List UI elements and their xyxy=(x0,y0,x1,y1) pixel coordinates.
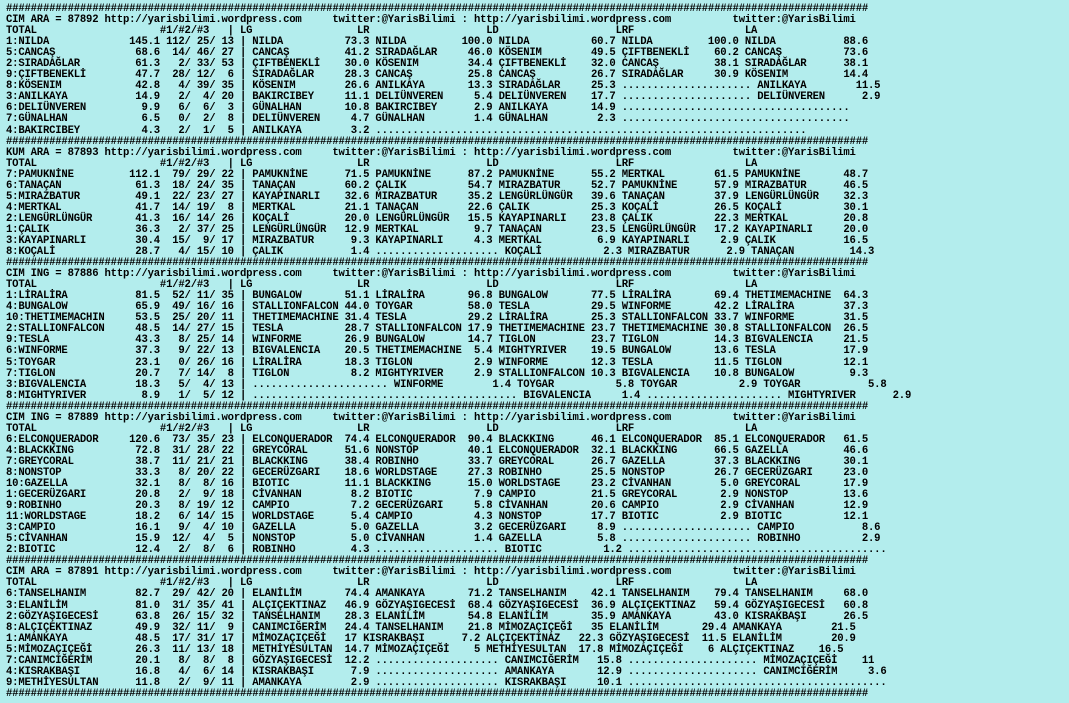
text-line: 10:THETIMEMACHIN 53.5 25/ 20/ 11 | THETIMEMACHINE 31.4 TESLA 29.2 LİRALİRA 25.3 STALLIONFALCON 33.7 WINFORME 31.5 xyxy=(6,312,869,325)
text-line: ############################################################################################################################################ xyxy=(6,400,869,413)
text-line: CIM ING = 87889 http://yarisbilimi.wordpress.com twitter:@YarisBilimi : http://yarisbilimi.wordpress.com twitter:@YarisBilimi xyxy=(6,411,856,424)
text-line: 6:TANAÇAN 61.3 18/ 24/ 35 | TANAÇAN 60.2 ÇALIK 54.7 MIRAZBATUR 52.7 PAMUKNİNE 57.9 MIRAZBATUR 46.5 xyxy=(6,179,869,192)
text-line: 7:TIGLON 20.7 7/ 14/ 8 | TIGLON 8.2 MIGHTYRIVER 2.9 STALLIONFALCON 10.3 BIGVALENCIA 10.8 BUNGALOW 9.3 xyxy=(6,367,869,380)
text-line: 2:LENGÜRLÜNGÜR 41.3 16/ 14/ 26 | KOÇALİ 20.0 LENGÜRLÜNGÜR 15.5 KAYAPINARLI 23.8 ÇALIK 22.3 MERTKAL 20.8 xyxy=(6,212,869,225)
text-line: TOTAL #1/#2/#3 | LG LR LD LRF LA xyxy=(6,25,758,38)
text-line: ############################################################################################################################################ xyxy=(6,3,869,15)
text-line: 2:GÖZYAŞIGECESİ 63.8 26/ 15/ 32 | TANSELHANIM 28.3 ELANİLİM 54.8 ELANİLİM 35.9 AMANKAYA 43.0 KISRAKBAŞI 26.5 xyxy=(6,610,869,623)
text-line: TOTAL #1/#2/#3 | LG LR LD LRF LA xyxy=(6,157,758,170)
text-line: 1:NILDA 145.1 112/ 25/ 13 | NILDA 73.3 NILDA 100.0 NILDA 60.7 NILDA 100.0 NILDA 88.6 xyxy=(6,36,869,49)
text-line: 2:SIRADAĞLAR 61.3 2/ 33/ 53 | ÇIFTBENEKLİ 30.0 KÖSENIM 34.4 ÇIFTBENEKLİ 32.0 CANCAŞ 38.1 SIRADAĞLAR 38.1 xyxy=(6,58,869,71)
text-line: 8:NONSTOP 33.3 8/ 20/ 22 | GECERÜZGARI 18.6 WORLDSTAGE 27.3 ROBINHO 25.5 NONSTOP 26.7 GECERÜZGARI 23.0 xyxy=(6,466,869,479)
text-line: 6:DELIÜNVEREN 9.9 6/ 6/ 3 | GÜNALHAN 10.8 BAKIRCIBEY 2.9 ANILKAYA 14.9 ..................................... xyxy=(6,102,850,115)
text-line: 10:GAZELLA 32.1 8/ 8/ 16 | BIOTIC 11.1 BLACKKING 15.0 WORLDSTAGE 23.2 CİVANHAN 5.0 GREYCORAL 17.9 xyxy=(6,478,869,491)
text-line: TOTAL #1/#2/#3 | LG LR LD LRF LA xyxy=(6,422,758,435)
text-line: 2:STALLIONFALCON 48.5 14/ 27/ 15 | TESLA 28.7 STALLIONFALCON 17.9 THETIMEMACHINE 23.7 THETIMEMACHINE 30.8 STALLIONFALCON 26.5 xyxy=(6,323,869,336)
text-line: 8:ALÇIÇEKTINAZ 49.9 32/ 11/ 9 | CANIMCIĞERİM 24.4 TANSELHANIM 21.8 MİMOZAÇIÇEĞİ 35 ELANİLİM 29.4 AMANKAYA 21.5 xyxy=(6,621,856,634)
text-line: 7:CANIMCIĞERİM 20.1 8/ 8/ 8 | GÖZYAŞIGECESİ 12.2 .................... CANIMCIĞERİM 15.8 ..................... MİMOZAÇIÇEĞİ 11 xyxy=(6,654,875,667)
text-line: 5:TOYGAR 23.1 0/ 26/ 16 | LİRALİRA 18.3 TIGLON 2.9 WINFORME 12.3 TESLA 11.5 TIGLON 12.1 xyxy=(6,356,869,369)
text-line: ############################################################################################################################################ xyxy=(6,555,869,568)
text-line: ############################################################################################################################################ xyxy=(6,687,869,700)
text-line: 3:KAYAPINARLI 30.4 15/ 9/ 17 | MIRAZBATUR 9.3 KAYAPINARLI 4.3 MERTKAL 6.9 KAYAPINARLI 2.9 ÇALIK 16.5 xyxy=(6,234,869,247)
text-line: TOTAL #1/#2/#3 | LG LR LD LRF LA xyxy=(6,577,758,590)
text-line: 1:LİRALİRA 81.5 52/ 11/ 35 | BUNGALOW 51.1 LİRALİRA 96.8 BUNGALOW 77.5 LİRALİRA 69.4 THETIMEMACHINE 64.3 xyxy=(6,290,869,303)
text-line: 4:KISRAKBAŞI 16.8 4/ 6/ 14 | KISRAKBAŞI 7.9 .................... AMANKAYA 12.9 ..................... CANIMCIĞERİM 3.6 xyxy=(6,665,887,678)
text-line: 4:BUNGALOW 65.9 49/ 16/ 16 | STALLIONFALCON 44.0 TOYGAR 58.0 TESLA 29.5 WINFORME 42.2 LİRALİRA 37.3 xyxy=(6,301,869,314)
text-line: 3:CAMPIO 16.1 9/ 4/ 10 | GAZELLA 5.0 GAZELLA 3.2 GECERÜZGARI 8.9 ..................... CAMPIO 8.6 xyxy=(6,522,881,535)
text-line: 7:PAMUKNİNE 112.1 79/ 29/ 22 | PAMUKNİNE 71.5 PAMUKNİNE 87.2 PAMUKNİNE 55.2 MERTKAL 61.5 PAMUKNİNE 48.7 xyxy=(6,168,869,181)
text-line: 7:GREYCORAL 38.7 11/ 21/ 21 | BLACKKING 38.4 ROBINHO 33.7 GREYCORAL 26.7 GAZELLA 37.3 BLACKKING 30.1 xyxy=(6,455,869,468)
text-line: 3:BIGVALENCIA 18.3 5/ 4/ 13 | ...................... WINFORME 1.4 TOYGAR 5.8 TOYGAR 2.9 TOYGAR 5.8 xyxy=(6,378,887,391)
text-line: CIM ING = 87886 http://yarisbilimi.wordpress.com twitter:@YarisBilimi : http://yarisbilimi.wordpress.com twitter:@YarisBilimi xyxy=(6,268,856,281)
text-line: 5:MİMOZAÇIÇEĞİ 26.3 11/ 13/ 18 | METHİYESULTAN 14.7 MİMOZAÇIÇEĞİ 5 METHİYESULTAN 17.8 MİMOZAÇIÇEĞİ 6 ALÇIÇEKTINAZ 16.5 xyxy=(6,643,844,656)
text-line: 7:GÜNALHAN 6.5 0/ 2/ 8 | DELIÜNVEREN 4.7 GÜNALHAN 1.4 GÜNALHAN 2.3 ..................................... xyxy=(6,113,850,126)
text-line: 9:TESLA 43.3 8/ 25/ 14 | WINFORME 26.9 BUNGALOW 14.7 TIGLON 23.7 TIGLON 14.3 BIGVALENCIA 21.5 xyxy=(6,334,869,347)
text-line: 9:METHİYESULTAN 11.8 2/ 9/ 11 | AMANKAYA 2.9 .................... KISRAKBAŞI 10.1 .......................................... xyxy=(6,676,887,689)
text-line: CIM ARA = 87892 http://yarisbilimi.wordpress.com twitter:@YarisBilimi : http://yarisbilimi.wordpress.com twitter:@YarisBilimi xyxy=(6,14,856,27)
text-line: 4:MERTKAL 41.7 14/ 19/ 8 | MERTKAL 21.1 TANAÇAN 22.6 ÇALIK 25.3 KOÇALİ 26.5 KOÇALİ 30.1 xyxy=(6,201,869,214)
text-line: 5:CANCAŞ 68.6 14/ 46/ 27 | CANCAŞ 41.2 SIRADAĞLAR 46.0 KÖSENIM 49.5 ÇIFTBENEKLİ 60.2 CANCAŞ 73.6 xyxy=(6,47,869,60)
text-line: TOTAL #1/#2/#3 | LG LR LD LRF LA xyxy=(6,279,758,292)
text-line: 4:BAKIRCIBEY 4.3 2/ 1/ 5 | ANILKAYA 3.2 ...................................................................... xyxy=(6,124,807,137)
text-line: 1:GECERÜZGARI 20.8 2/ 9/ 18 | CİVANHAN 8.2 BIOTIC 7.9 CAMPIO 21.5 GREYCORAL 2.9 NONSTOP 13.6 xyxy=(6,489,869,502)
text-line: 2:BIOTIC 12.4 2/ 8/ 6 | ROBINHO 4.3 .................... BIOTIC 1.2 .......................................... xyxy=(6,544,887,557)
text-line: 9:ÇIFTBENEKLİ 47.7 28/ 12/ 6 | SIRADAĞLAR 28.3 CANCAŞ 25.8 CANCAŞ 26.7 SIRADAĞLAR 30.9 KÖSENIM 14.4 xyxy=(6,69,869,82)
text-line: 8:KÖSENIM 42.8 4/ 39/ 35 | KÖSENIM 26.6 ANILKAYA 13.3 SIRADAĞLAR 25.3 ..................... ANILKAYA 11.5 xyxy=(6,80,881,93)
text-line: 11:WORLDSTAGE 18.2 6/ 14/ 15 | WORLDSTAGE 5.4 CAMPIO 4.3 NONSTOP 17.7 BIOTIC 2.9 BIOTIC 12.1 xyxy=(6,511,869,524)
text-line: KUM ARA = 87893 http://yarisbilimi.wordpress.com twitter:@YarisBilimi : http://yarisbilimi.wordpress.com twitter:@YarisBilimi xyxy=(6,146,856,159)
text-line: CIM ARA = 87891 http://yarisbilimi.wordpress.com twitter:@YarisBilimi : http://yarisbilimi.wordpress.com twitter:@YarisBilimi xyxy=(6,566,856,579)
text-line: 9:ROBINHO 20.3 8/ 19/ 12 | CAMPIO 7.2 GECERÜZGARI 5.8 CİVANHAN 20.6 CAMPIO 2.9 CİVANHAN 12.9 xyxy=(6,500,869,513)
text-line: ############################################################################################################################################ xyxy=(6,257,869,270)
text-line: 5:CİVANHAN 15.9 12/ 4/ 5 | NONSTOP 5.0 CİVANHAN 1.4 GAZELLA 5.8 ..................... ROBINHO 2.9 xyxy=(6,533,881,546)
text-line: 6:WINFORME 37.3 9/ 22/ 13 | BIGVALENCIA 20.5 THETIMEMACHINE 5.4 MIGHTYRIVER 19.5 BUNGALOW 13.6 TESLA 17.9 xyxy=(6,345,869,358)
text-line: 8:MIGHTYRIVER 8.9 1/ 5/ 12 | ........................................... BIGVALENCIA 1.4 ...................... MIGHTYRIVER 2.9 xyxy=(6,389,912,402)
text-line: 6:TANSELHANIM 82.7 29/ 42/ 20 | ELANİLİM 74.4 AMANKAYA 71.2 TANSELHANIM 42.1 TANSELHANIM 79.4 TANSELHANIM 68.0 xyxy=(6,588,869,601)
text-line: ############################################################################################################################################ xyxy=(6,135,869,148)
text-line: 4:BLACKKING 72.8 31/ 28/ 22 | GREYCORAL 51.6 NONSTOP 40.1 ELCONQUERADOR 32.1 BLACKKING 66.5 GAZELLA 46.6 xyxy=(6,444,869,457)
text-line: 1:ÇALIK 36.3 2/ 37/ 25 | LENGÜRLÜNGÜR 12.9 MERTKAL 9.7 TANAÇAN 23.5 LENGÜRLÜNGÜR 17.2 KAYAPINARLI 20.0 xyxy=(6,223,869,236)
text-line: 6:ELCONQUERADOR 120.6 73/ 35/ 23 | ELCONQUERADOR 74.4 ELCONQUERADOR 90.4 BLACKKING 46.1 ELCONQUERADOR 85.1 ELCONQUERADOR 61.5 xyxy=(6,433,869,446)
text-line: 3:ELANİLİM 81.0 31/ 35/ 41 | ALÇIÇEKTINAZ 46.9 GÖZYAŞIGECESİ 68.4 GÖZYAŞIGECESİ 36.9 ALÇIÇEKTINAZ 59.4 GÖZYAŞIGECESİ 60.8 xyxy=(6,599,869,612)
text-line: 1:AMANKAYA 48.5 17/ 31/ 17 | MİMOZAÇIÇEĞİ 17 KISRAKBAŞI 7.2 ALÇIÇEKTINAZ 22.3 GÖZYAŞIGECESİ 11.5 ELANİLİM 20.9 xyxy=(6,632,856,645)
text-line: 3:ANILKAYA 14.9 2/ 4/ 20 | BAKIRCIBEY 11.1 DELIÜNVEREN 5.4 DELIÜNVEREN 17.7 ..................... DELIÜNVEREN 2.9 xyxy=(6,91,881,104)
text-line: 5:MIRAZBATUR 49.1 22/ 23/ 27 | KAYAPINARLI 32.6 MIRAZBATUR 35.2 LENGÜRLÜNGÜR 39.6 TANAÇAN 37.9 LENGÜRLÜNGÜR 32.3 xyxy=(6,190,869,203)
text-line: 8:KOÇALİ 28.7 4/ 15/ 10 | ÇALIK 1.4 .................... KOÇALİ 2.3 MIRAZBATUR 2.9 TANAÇAN 14.3 xyxy=(6,246,875,259)
